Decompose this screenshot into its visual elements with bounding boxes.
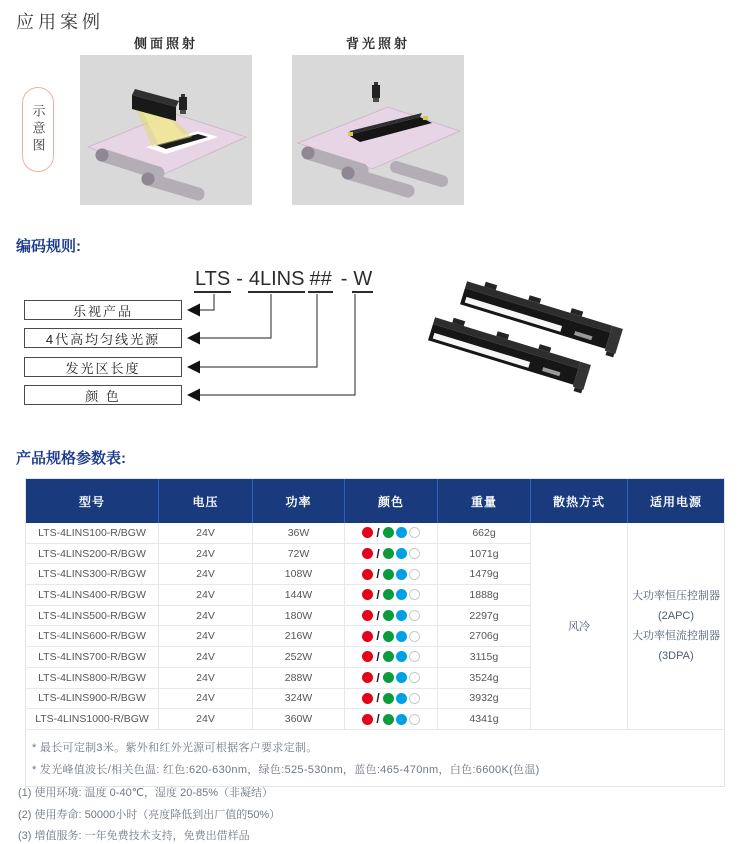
color-separator: /	[376, 567, 380, 582]
header-power: 功率	[253, 479, 345, 523]
color-dot-red-icon	[362, 589, 373, 600]
color-separator: /	[376, 649, 380, 664]
color-options-cell	[345, 585, 438, 606]
coding-diagram	[24, 268, 373, 414]
arrow-left-icon	[187, 389, 200, 402]
color-dot-green-icon	[383, 714, 394, 725]
color-options-cell	[345, 626, 438, 647]
color-dot-red-icon	[362, 569, 373, 580]
color-dot-green-icon	[383, 589, 394, 600]
cell-voltage: 24V	[159, 523, 253, 544]
cell-weight: 3524g	[438, 668, 531, 689]
cell-model: LTS-4LINS200-R/BGW	[26, 544, 159, 565]
color-separator: /	[376, 587, 380, 602]
cell-weight: 3932g	[438, 689, 531, 710]
color-separator: /	[376, 629, 380, 644]
cell-power: 216W	[253, 626, 345, 647]
header-cooling: 散热方式	[531, 479, 628, 523]
cell-model: LTS-4LINS100-R/BGW	[26, 523, 159, 544]
color-dot-white-icon	[409, 569, 420, 580]
power-supply-line: 大功率恒压控制器	[632, 589, 720, 602]
code-label-length: 发光区长度	[24, 357, 182, 377]
color-separator: /	[376, 546, 380, 561]
color-dot-blue-icon	[396, 548, 407, 559]
arrow-left-icon	[187, 361, 200, 374]
header-weight: 重量	[438, 479, 531, 523]
color-separator: /	[376, 670, 380, 685]
color-dot-green-icon	[383, 527, 394, 538]
table-footnotes	[26, 730, 724, 786]
header-power-supply: 适用电源	[628, 479, 724, 523]
cell-voltage: 24V	[159, 544, 253, 565]
color-options-cell	[345, 606, 438, 627]
color-options-cell	[345, 544, 438, 565]
cell-voltage: 24V	[159, 606, 253, 627]
color-separator: /	[376, 525, 380, 540]
cell-voltage: 24V	[159, 626, 253, 647]
spec-table	[25, 478, 725, 787]
header-model: 型号	[26, 479, 159, 523]
power-supply-cell	[628, 523, 724, 730]
arrow-left-icon	[187, 304, 200, 317]
color-dot-white-icon	[409, 610, 420, 621]
note-environment: (1) 使用环境: 温度 0-40℃，湿度 20-85%（非凝结）	[18, 787, 274, 799]
color-dot-white-icon	[409, 693, 420, 704]
color-dot-red-icon	[362, 631, 373, 642]
cell-model: LTS-4LINS700-R/BGW	[26, 647, 159, 668]
color-dot-green-icon	[383, 693, 394, 704]
product-photo-bar-lights	[428, 272, 718, 407]
code-label-color: 颜 色	[24, 385, 182, 405]
color-dot-green-icon	[383, 651, 394, 662]
bottom-notes	[18, 783, 280, 844]
cell-power: 36W	[253, 523, 345, 544]
cell-model: LTS-4LINS400-R/BGW	[26, 585, 159, 606]
cell-model: LTS-4LINS300-R/BGW	[26, 564, 159, 585]
application-cases-title: 应用案例	[16, 12, 104, 32]
color-dot-blue-icon	[396, 651, 407, 662]
code-color: W	[352, 268, 373, 293]
spec-table-grid	[26, 479, 724, 786]
code-label-brand: 乐视产品	[24, 300, 182, 320]
cell-model: LTS-4LINS800-R/BGW	[26, 668, 159, 689]
cooling-method-cell: 风冷	[531, 523, 628, 730]
color-dot-red-icon	[362, 693, 373, 704]
product-code	[194, 268, 373, 291]
cell-weight: 3115g	[438, 647, 531, 668]
color-dot-blue-icon	[396, 527, 407, 538]
cell-voltage: 24V	[159, 564, 253, 585]
cell-power: 180W	[253, 606, 345, 627]
cell-power: 72W	[253, 544, 345, 565]
cell-weight: 1888g	[438, 585, 531, 606]
color-options-cell	[345, 668, 438, 689]
power-supply-line: 大功率恒流控制器	[632, 629, 720, 642]
color-dot-green-icon	[383, 631, 394, 642]
color-separator: /	[376, 712, 380, 727]
color-separator: /	[376, 608, 380, 623]
cell-weight: 662g	[438, 523, 531, 544]
cell-model: LTS-4LINS500-R/BGW	[26, 606, 159, 627]
code-series: 4LINS	[248, 268, 306, 293]
color-dot-white-icon	[409, 714, 420, 725]
note-lifetime: (2) 使用寿命: 50000小时（亮度降低到出厂值的50%）	[18, 808, 281, 821]
backlight-illumination-illustration	[292, 55, 464, 205]
cell-power: 108W	[253, 564, 345, 585]
color-dot-white-icon	[409, 651, 420, 662]
color-dot-white-icon	[409, 672, 420, 683]
color-separator: /	[376, 691, 380, 706]
cell-power: 360W	[253, 709, 345, 730]
arrow-left-icon	[187, 332, 200, 345]
color-options-cell	[345, 709, 438, 730]
color-dot-white-icon	[409, 548, 420, 559]
color-dot-red-icon	[362, 651, 373, 662]
note-service: (3) 增值服务: 一年免费技术支持，免费出借样品	[18, 830, 250, 842]
code-separator: -	[340, 268, 348, 290]
cell-model: LTS-4LINS600-R/BGW	[26, 626, 159, 647]
cell-power: 144W	[253, 585, 345, 606]
color-dot-white-icon	[409, 527, 420, 538]
header-color: 颜色	[345, 479, 438, 523]
example-caption-backlight: 背光照射	[345, 36, 410, 51]
cell-power: 252W	[253, 647, 345, 668]
color-options-cell	[345, 647, 438, 668]
cell-weight: 1071g	[438, 544, 531, 565]
color-options-cell	[345, 523, 438, 544]
color-dot-blue-icon	[396, 610, 407, 621]
color-dot-blue-icon	[396, 693, 407, 704]
schematic-badge: 示意图	[22, 87, 54, 172]
color-options-cell	[345, 689, 438, 710]
cell-weight: 2706g	[438, 626, 531, 647]
schematic-side-illumination	[80, 55, 252, 205]
cell-weight: 2297g	[438, 606, 531, 627]
color-dot-green-icon	[383, 569, 394, 580]
color-dot-green-icon	[383, 672, 394, 683]
color-dot-red-icon	[362, 714, 373, 725]
code-label-series: 4代高均匀线光源	[24, 328, 182, 348]
cell-power: 324W	[253, 689, 345, 710]
color-dot-red-icon	[362, 527, 373, 538]
color-dot-green-icon	[383, 548, 394, 559]
cell-power: 288W	[253, 668, 345, 689]
cell-voltage: 24V	[159, 647, 253, 668]
side-illumination-illustration	[80, 55, 252, 205]
cell-voltage: 24V	[159, 689, 253, 710]
color-dot-red-icon	[362, 548, 373, 559]
schematic-backlight-illumination	[292, 55, 464, 205]
header-voltage: 电压	[159, 479, 253, 523]
color-options-cell	[345, 564, 438, 585]
power-supply-line: (3DPA)	[658, 649, 694, 662]
color-dot-white-icon	[409, 631, 420, 642]
cell-model: LTS-4LINS1000-R/BGW	[26, 709, 159, 730]
coding-rules-title: 编码规则:	[16, 238, 81, 255]
color-dot-blue-icon	[396, 589, 407, 600]
spec-table-title: 产品规格参数表:	[16, 450, 126, 467]
code-brand: LTS	[194, 268, 231, 293]
code-separator: -	[236, 268, 243, 290]
color-dot-red-icon	[362, 672, 373, 683]
example-caption-side: 侧面照射	[133, 36, 198, 51]
cell-voltage: 24V	[159, 668, 253, 689]
cell-weight: 1479g	[438, 564, 531, 585]
footnote-wavelength: * 发光峰值波长/相关色温: 红色:620-630nm，绿色:525-530nm，蓝色:465-470nm，白色:6600K(色温)	[32, 763, 540, 776]
code-length: ##	[308, 268, 332, 290]
color-dot-white-icon	[409, 589, 420, 600]
color-dot-blue-icon	[396, 631, 407, 642]
cell-model: LTS-4LINS900-R/BGW	[26, 689, 159, 710]
cell-voltage: 24V	[159, 709, 253, 730]
color-dot-green-icon	[383, 610, 394, 621]
cell-weight: 4341g	[438, 709, 531, 730]
color-dot-blue-icon	[396, 714, 407, 725]
color-dot-red-icon	[362, 610, 373, 621]
power-supply-line: (2APC)	[657, 609, 695, 622]
color-dot-blue-icon	[396, 569, 407, 580]
footnote-custom-length: * 最长可定制3米。紫外和红外光源可根据客户要求定制。	[32, 741, 318, 754]
cell-voltage: 24V	[159, 585, 253, 606]
color-dot-blue-icon	[396, 672, 407, 683]
